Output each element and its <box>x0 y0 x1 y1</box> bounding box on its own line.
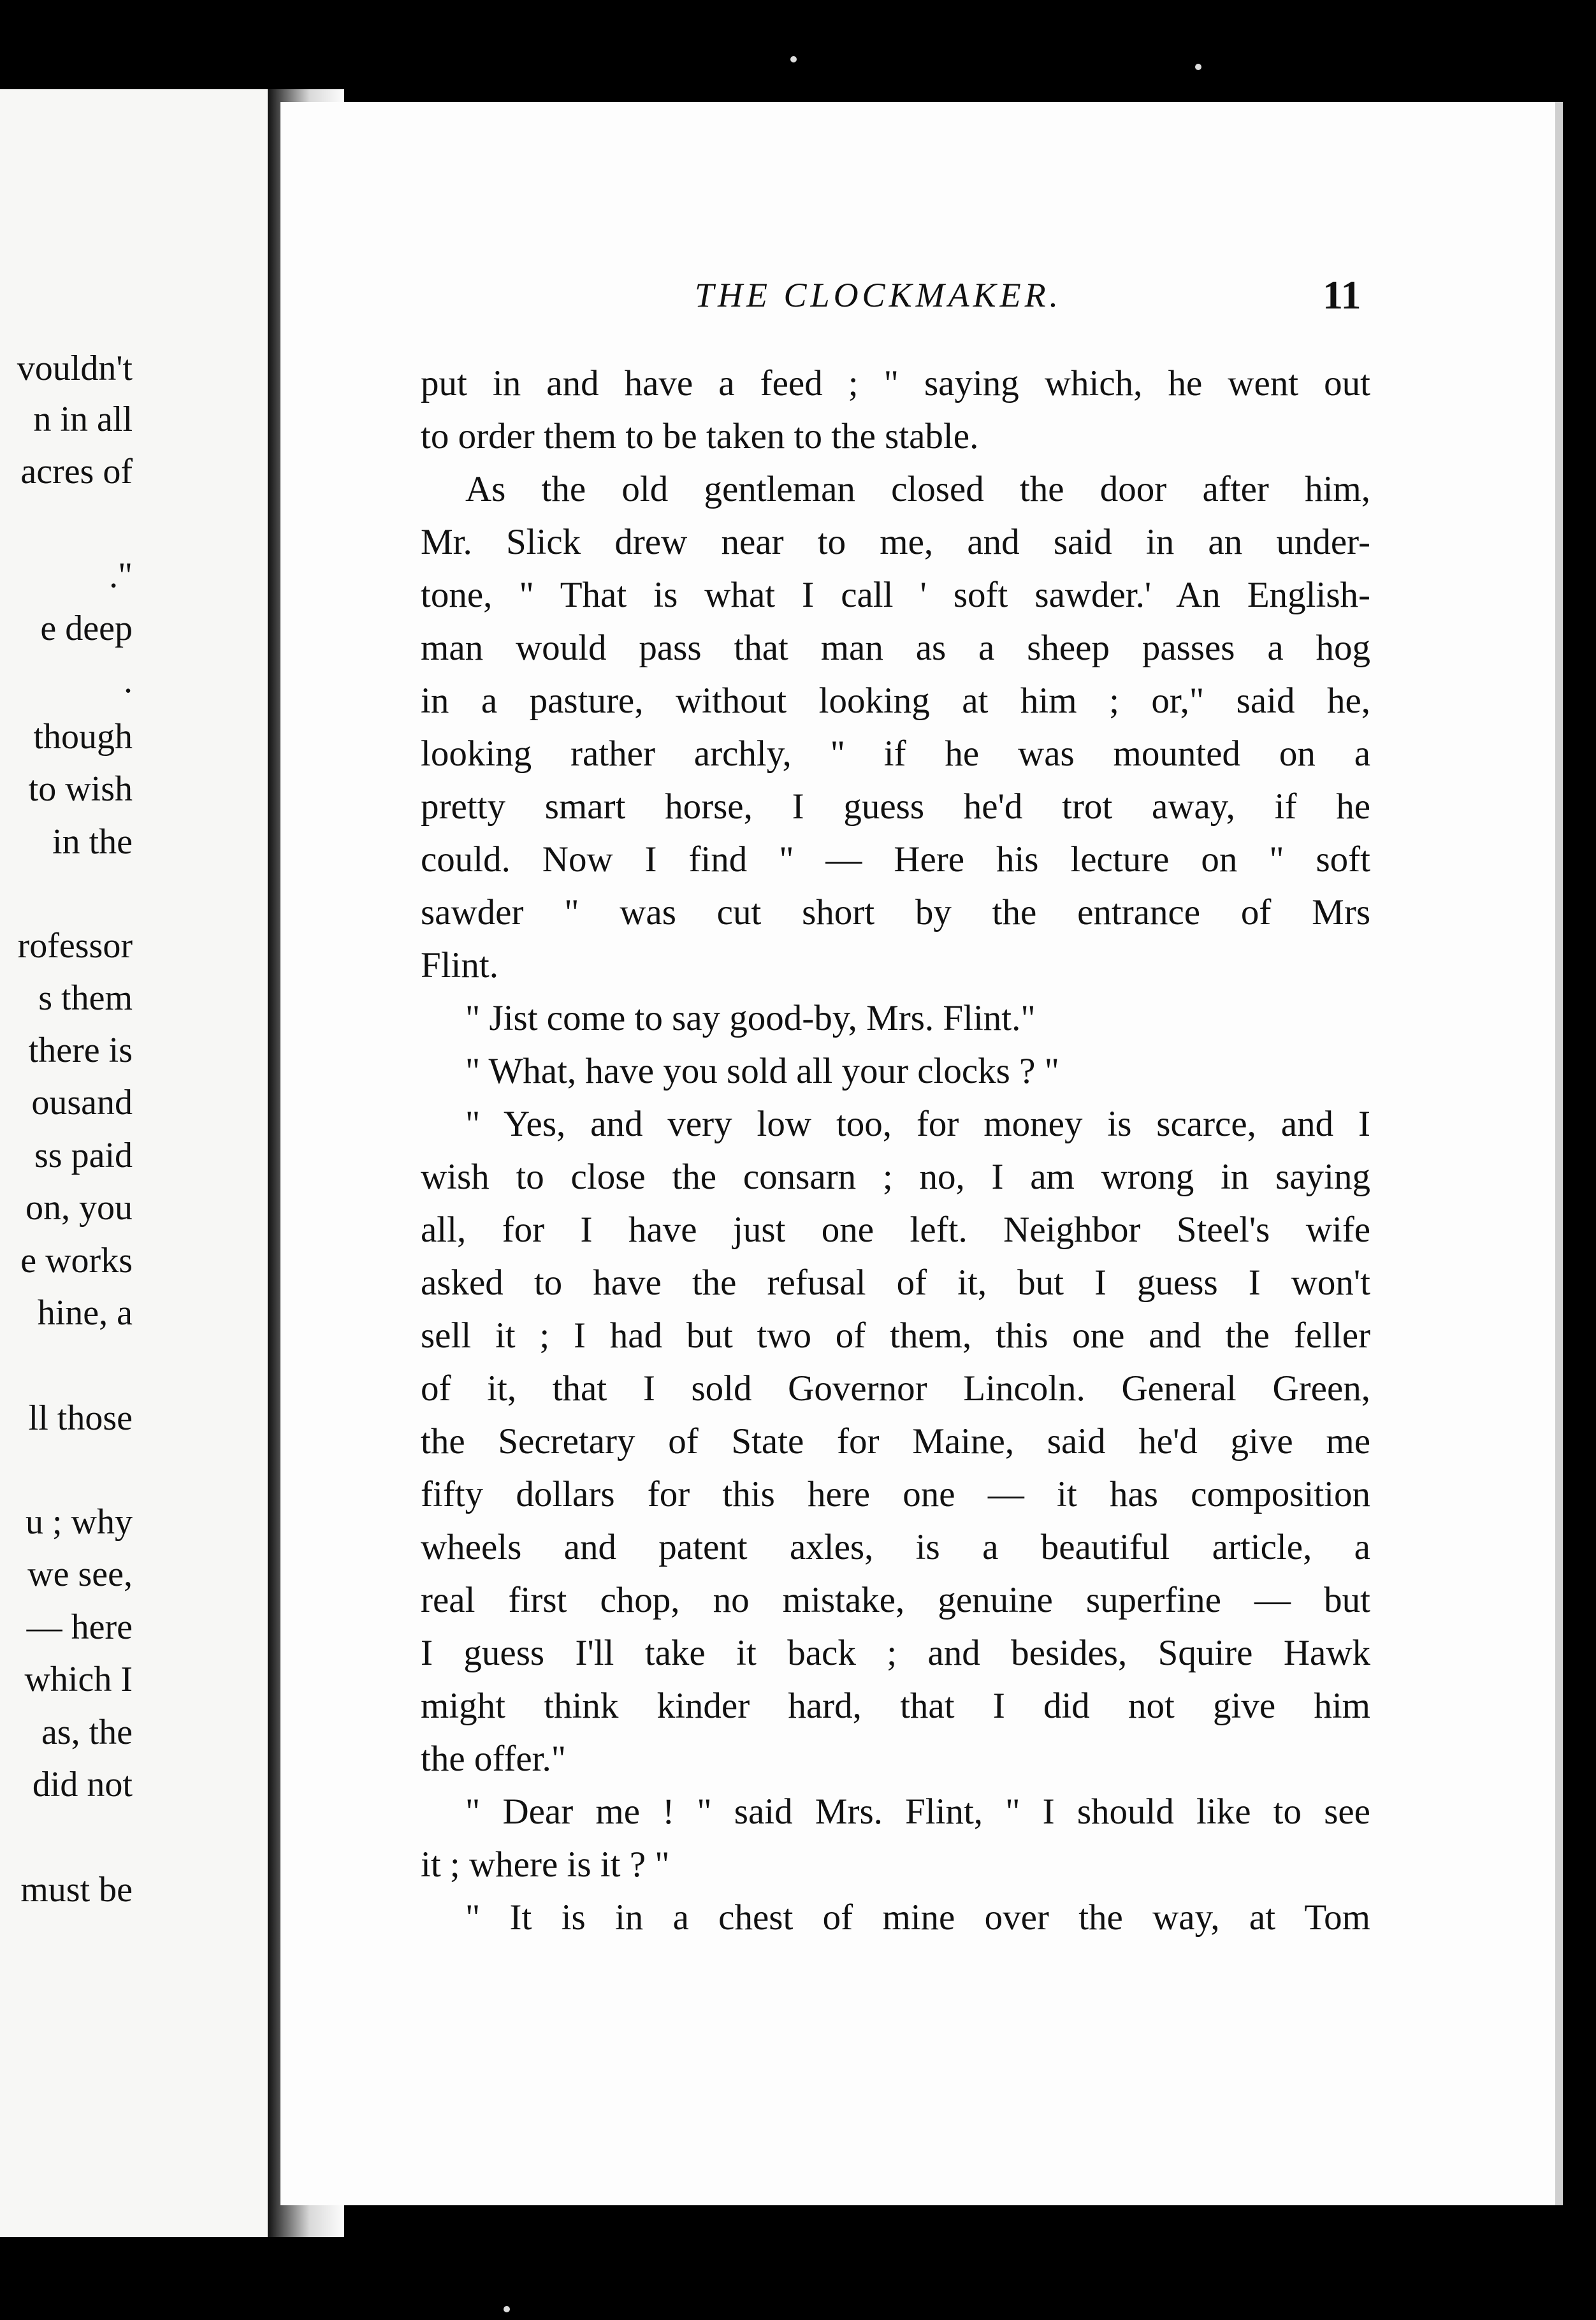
text-line: man would pass that man as a sheep passes a hog <box>421 628 1370 668</box>
text-line: real first chop, no mistake, genuine superfine — but <box>421 1580 1370 1620</box>
text-line: pretty smart horse, I guess he'd trot away, if he <box>421 787 1370 827</box>
left-page-line: did not <box>32 1765 133 1804</box>
page-edge <box>1555 102 1563 2205</box>
text-line: the offer." <box>421 1739 566 1779</box>
left-page-line: rofessor <box>17 926 133 966</box>
left-page-line: e works <box>20 1241 133 1280</box>
text-line: it ; where is it ? " <box>421 1845 670 1885</box>
text-line: fifty dollars for this here one — it has composition <box>421 1474 1370 1514</box>
text-line: " Yes, and very low too, for money is scarce, and I <box>465 1104 1370 1144</box>
dust-speck <box>790 56 797 62</box>
text-line: As the old gentleman closed the door after him, <box>465 469 1370 509</box>
text-line: " Dear me ! " said Mrs. Flint, " I should like to see <box>465 1792 1370 1832</box>
left-page-line: e deep <box>40 609 133 648</box>
page-number: 11 <box>1323 272 1361 317</box>
text-line: of it, that I sold Governor Lincoln. General Green, <box>421 1368 1370 1409</box>
left-page-line: ousand <box>31 1083 133 1122</box>
left-page-line: on, you <box>25 1188 133 1228</box>
text-line: the Secretary of State for Maine, said he'd give me <box>421 1421 1370 1461</box>
left-page-line: as, the <box>41 1713 133 1752</box>
left-page-line: we see, <box>27 1555 133 1594</box>
left-page-line: acres of <box>20 452 133 491</box>
text-line: I guess I'll take it back ; and besides, Squire Hawk <box>421 1633 1370 1673</box>
text-line: sell it ; I had but two of them, this one and the feller <box>421 1316 1370 1356</box>
text-line: looking rather archly, " if he was mounted on a <box>421 734 1370 774</box>
text-line: put in and have a feed ; " saying which, he went out <box>421 363 1370 403</box>
text-line: to order them to be taken to the stable. <box>421 416 979 456</box>
text-line: wheels and patent axles, is a beautiful article, a <box>421 1527 1370 1567</box>
text-line: " What, have you sold all your clocks ? " <box>465 1051 1059 1091</box>
text-line: in a pasture, without looking at him ; or," said he, <box>421 681 1370 721</box>
left-page-line: s them <box>38 978 133 1018</box>
previous-page-fragment <box>0 89 268 2237</box>
left-page-line: in the <box>52 822 133 862</box>
text-line: sawder " was cut short by the entrance of Mrs <box>421 892 1370 932</box>
dust-speck <box>504 2306 510 2312</box>
left-page-line: u ; why <box>25 1502 133 1542</box>
left-page-line: ss paid <box>34 1136 133 1175</box>
text-line: all, for I have just one left. Neighbor Steel's wife <box>421 1210 1370 1250</box>
left-page-line: n in all <box>33 400 133 439</box>
left-page-line: ." <box>109 556 133 595</box>
left-page-line: . <box>124 661 133 700</box>
left-page-line: to wish <box>28 769 133 809</box>
text-line: Flint. <box>421 945 498 985</box>
text-line: could. Now I find " — Here his lecture on " soft <box>421 839 1370 880</box>
left-page-line: vouldn't <box>17 349 133 388</box>
left-page-line: hine, a <box>37 1293 133 1333</box>
text-line: Mr. Slick drew near to me, and said in an under- <box>421 522 1370 562</box>
left-page-line: — here <box>26 1607 133 1647</box>
text-line: asked to have the refusal of it, but I guess I won't <box>421 1263 1370 1303</box>
left-page-line: which I <box>24 1660 133 1699</box>
left-page-line: there is <box>28 1031 133 1070</box>
running-header-title: THE CLOCKMAKER. <box>695 276 1063 314</box>
text-line: wish to close the consarn ; no, I am wrong in saying <box>421 1157 1370 1197</box>
text-line: might think kinder hard, that I did not give him <box>421 1686 1370 1726</box>
text-line: " It is in a chest of mine over the way, at Tom <box>465 1897 1370 1938</box>
page-body-text <box>421 357 1370 1944</box>
text-line: tone, " That is what I call ' soft sawder.' An English- <box>421 575 1370 615</box>
left-page-line: must be <box>20 1870 133 1910</box>
text-line: " Jist come to say good-by, Mrs. Flint." <box>465 998 1036 1038</box>
left-page-line: ll those <box>28 1398 133 1438</box>
left-page-line: though <box>33 717 133 757</box>
dust-speck <box>1195 64 1201 70</box>
